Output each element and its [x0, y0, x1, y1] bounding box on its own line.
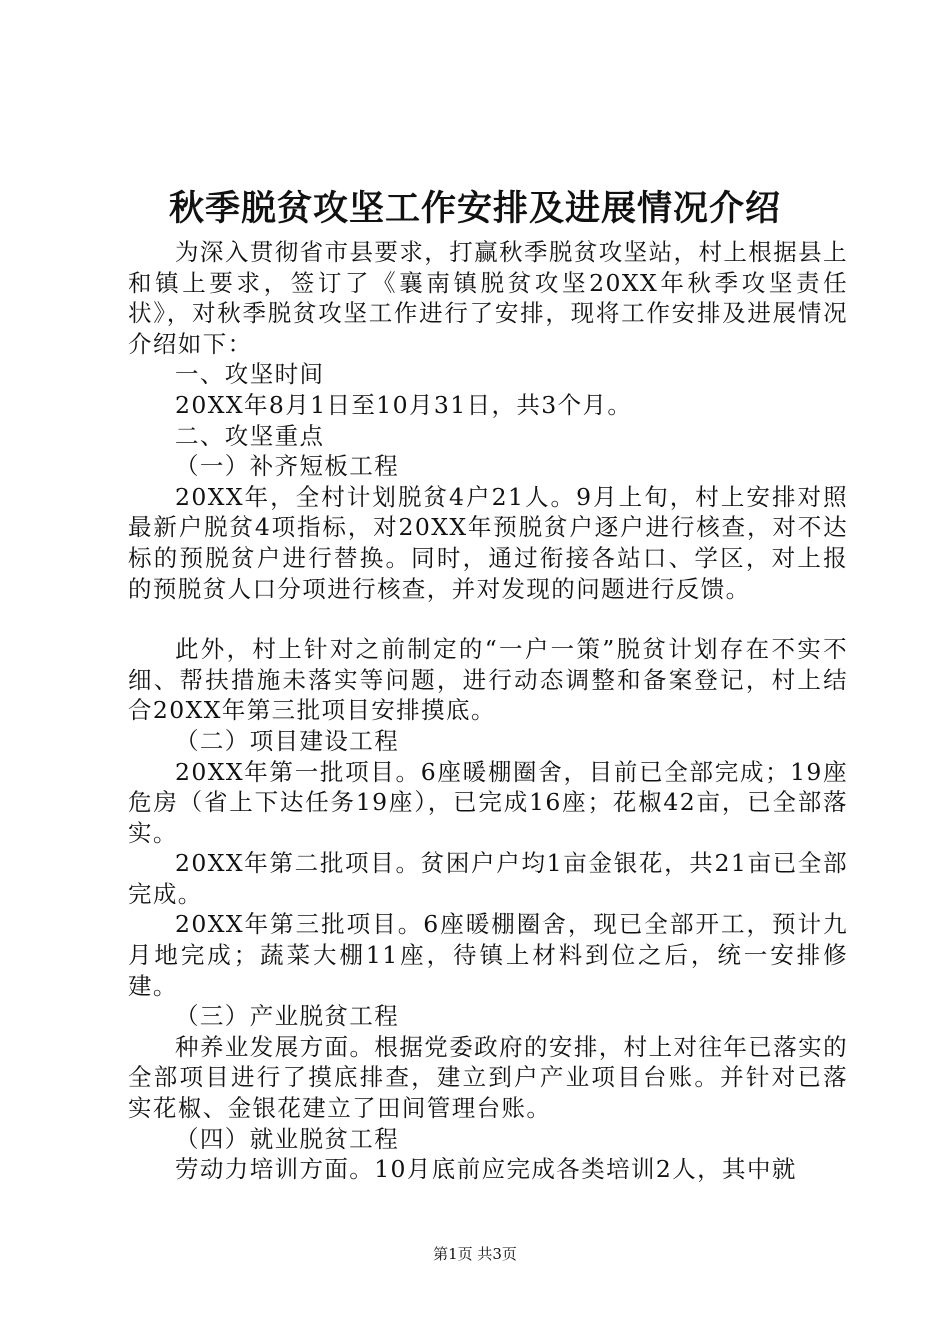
paragraph-shortboard: 20XX年，全村计划脱贫4户21人。9月上旬，村上安排对照最新户脱贫4项指标，对20XX年预脱贫户逐户进行核查，对不达标的预脱贫户进行替换。同时，通过衔接各站口、学区，对上报的预脱贫人口分项进行核查，并对发现的问题进行反馈。 [128, 482, 848, 603]
document-body [128, 237, 848, 1185]
intro-paragraph: 为深入贯彻省市县要求，打赢秋季脱贫攻坚站，村上根据县上和镇上要求，签订了《襄南镇脱贫攻坚20XX年秋季攻坚责任状》，对秋季脱贫攻坚工作进行了安排，现将工作安排及进展情况介绍如下： [128, 238, 848, 358]
subsection-heading-3: （三）产业脱贫工程 [175, 1002, 400, 1031]
paragraph-industry: 种养业发展方面。根据党委政府的安排，村上对往年已落实的全部项目进行了摸底排查，建立到户产业项目台账。并针对已落实花椒、金银花建立了田间管理台账。 [128, 1032, 848, 1123]
subsection-heading-4: （四）就业脱贫工程 [175, 1124, 400, 1153]
document-title: 秋季脱贫攻坚工作安排及进展情况介绍 [168, 188, 781, 229]
paragraph-employment: 劳动力培训方面。10月底前应完成各类培训2人，其中就 [175, 1155, 797, 1184]
paragraph-batch-2: 20XX年第二批项目。贫困户户均1亩金银花，共21亩已全部完成。 [128, 849, 848, 908]
page-footer: 第1页 共3页 [433, 1245, 517, 1263]
subsection-heading-1: （一）补齐短板工程 [175, 452, 400, 481]
section-heading-time: 一、攻坚时间 [175, 360, 325, 389]
time-paragraph: 20XX年8月1日至10月31日，共3个月。 [175, 390, 633, 419]
paragraph-policy: 此外，村上针对之前制定的“一户一策”脱贫计划存在不实不细、帮扶措施未落实等问题，进行动态调整和备案登记，村上结合20XX年第三批项目安排摸底。 [128, 635, 848, 725]
section-heading-focus: 二、攻坚重点 [175, 421, 325, 450]
subsection-heading-2: （二）项目建设工程 [175, 726, 400, 755]
paragraph-batch-1: 20XX年第一批项目。6座暖棚圈舍，目前已全部完成；19座危房（省上下达任务19座），已完成16座；花椒42亩，已全部落实。 [128, 757, 848, 847]
paragraph-batch-3: 20XX年第三批项目。6座暖棚圈舍，现已全部开工，预计九月地完成；蔬菜大棚11座，待镇上材料到位之后，统一安排修建。 [128, 910, 848, 1000]
